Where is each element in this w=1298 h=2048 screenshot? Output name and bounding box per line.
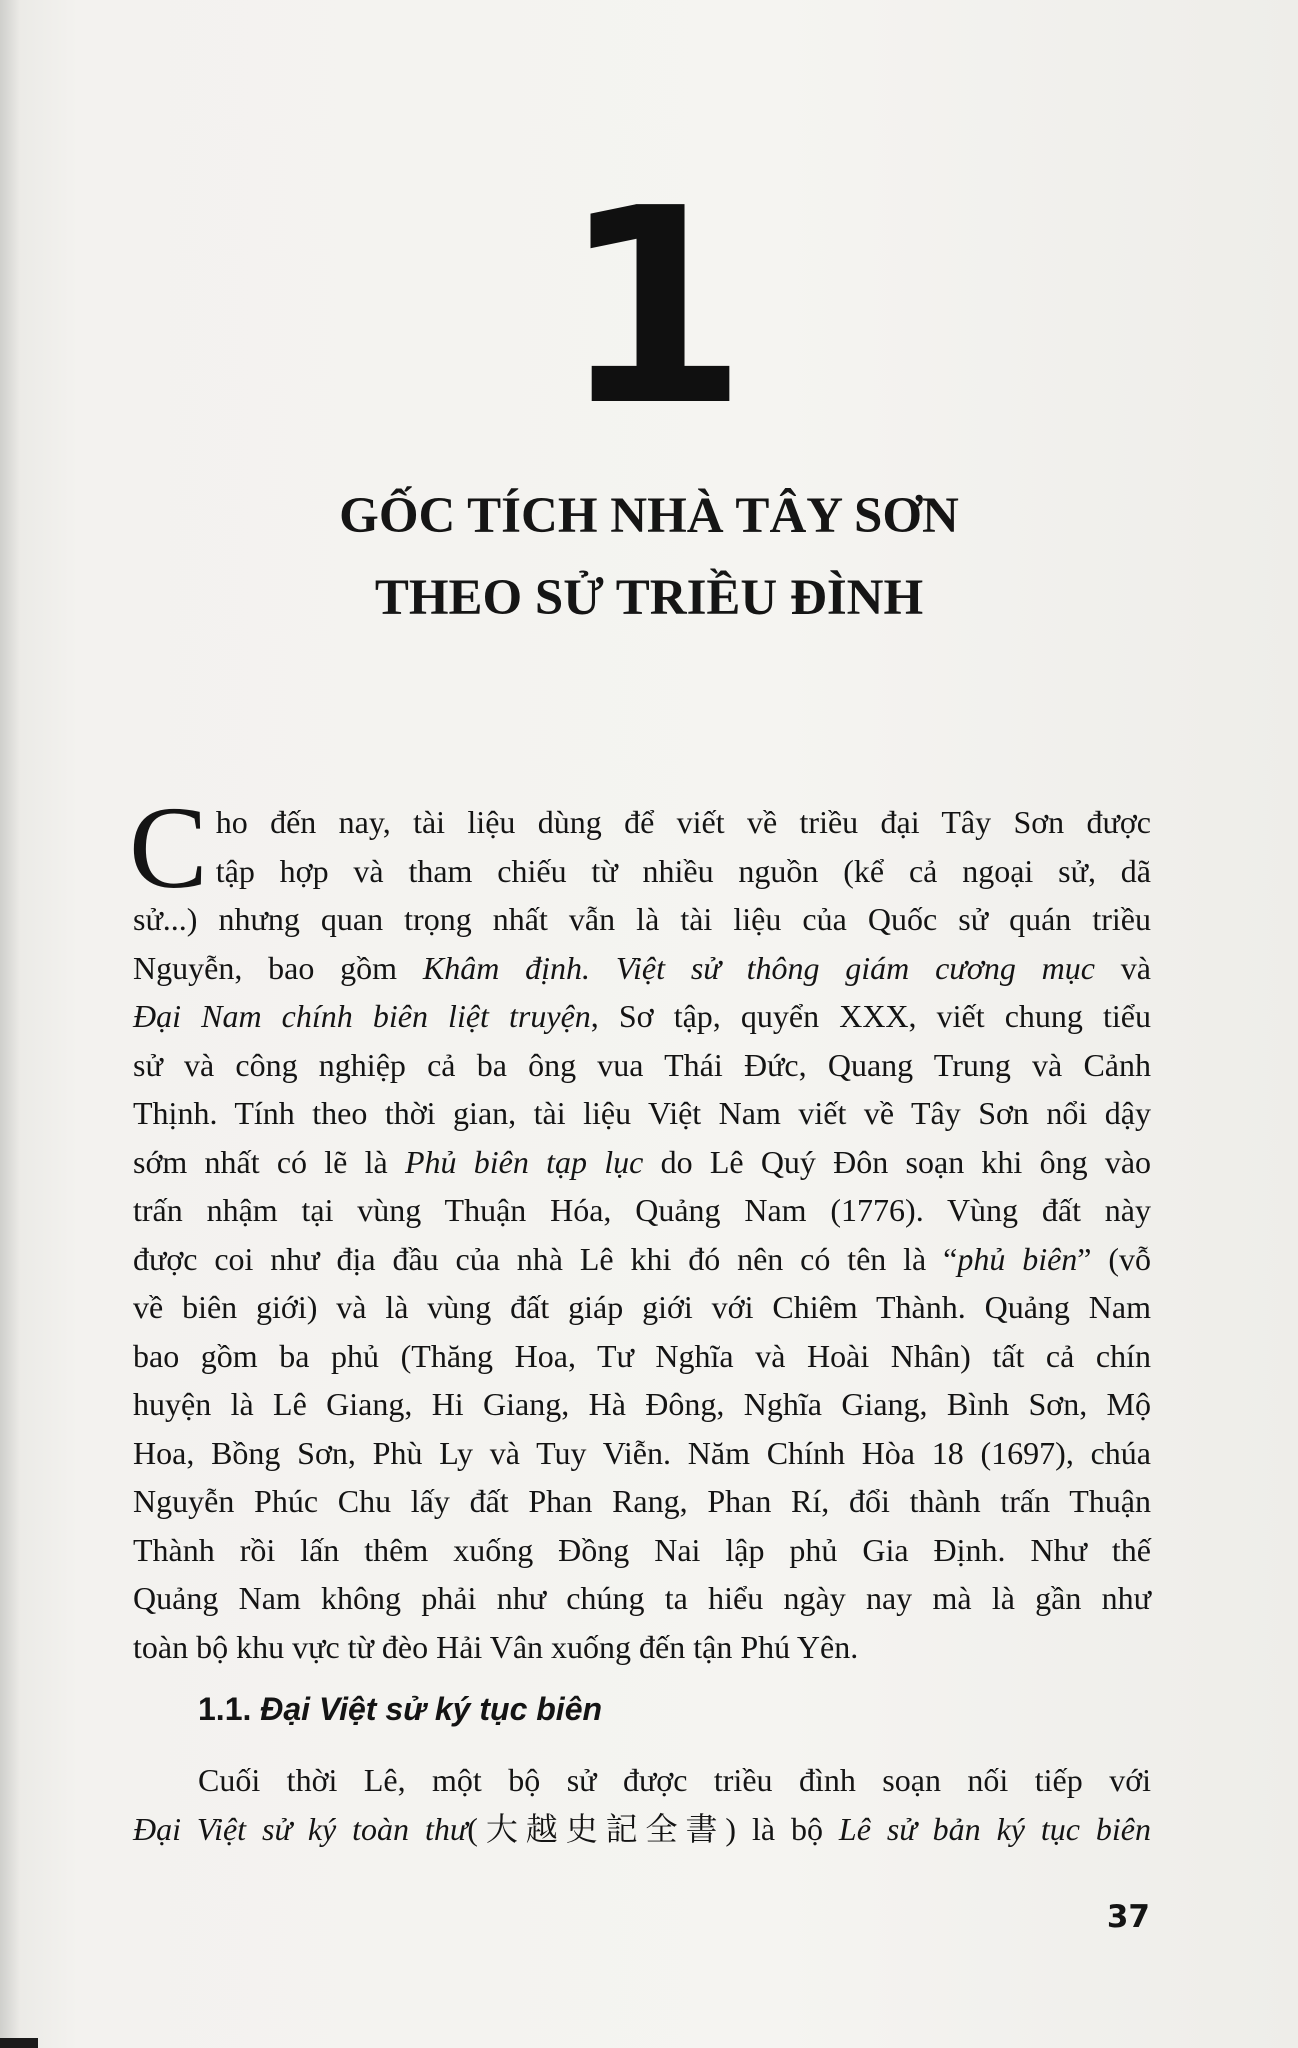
text-run: là bộ xyxy=(736,1810,839,1847)
book-title-italic: Phủ biên tạp lục xyxy=(404,1143,644,1180)
text-line: tập hợp và tham chiếu từ nhiều nguồn (kể cả ngoại sử, dã xyxy=(215,852,1151,889)
book-title-italic: Khâm định. Việt sử thông giám cương mục xyxy=(422,949,1095,986)
text-line: Thịnh. Tính theo thời gian, tài liệu Việt Nam viết về Tây Sơn nổi dậy xyxy=(133,1095,1151,1131)
text-run: sớm nhất có lẽ là xyxy=(133,1143,405,1180)
chapter-title-line-2: THEO SỬ TRIỀU ĐÌNH xyxy=(374,570,924,626)
text-line: toàn bộ khu vực từ đèo Hải Vân xuống đến tận Phú Yên. xyxy=(133,1628,859,1665)
text-line: về biên giới) và là vùng đất giáp giới với Chiêm Thành. Quảng Nam xyxy=(133,1289,1151,1325)
section-title: Đại Việt sử ký tục biên xyxy=(260,1691,603,1727)
chinese-title: (大越史記全書) xyxy=(467,1810,737,1847)
chapter-number: 1 xyxy=(560,150,738,465)
text-run: do Lê Quý Đôn soạn khi ông vào xyxy=(643,1143,1152,1180)
text-line: bao gồm ba phủ (Thăng Hoa, Tư Nghĩa và Hoài Nhân) tất cả chín xyxy=(133,1337,1151,1374)
text-line: huyện là Lê Giang, Hi Giang, Hà Đông, Nghĩa Giang, Bình Sơn, Mộ xyxy=(133,1386,1151,1422)
chapter-title xyxy=(0,475,1298,639)
paragraph-1 xyxy=(129,782,1152,1671)
text-line: sử và công nghiệp cả ba ông vua Thái Đức, Quang Trung và Cảnh xyxy=(133,1046,1151,1083)
book-title-italic: Lê sử bản ký tục biên xyxy=(838,1810,1152,1847)
text-line xyxy=(133,944,1151,993)
text-run: và xyxy=(1094,949,1152,986)
text-line: Thành rồi lấn thêm xuống Đồng Nai lập phủ Gia Định. Như thế xyxy=(133,1531,1151,1568)
text-line xyxy=(133,992,1151,1041)
chapter-title-line-1: GỐC TÍCH NHÀ TÂY SƠN xyxy=(339,488,959,544)
book-title-italic: Đại Việt sử ký toàn thư xyxy=(133,1810,468,1847)
text-line: Cuối thời Lê, một bộ sử được triều đình soạn nối tiếp với xyxy=(198,1762,1151,1798)
page-number: 37 xyxy=(1106,1899,1150,1935)
page-edge-mark xyxy=(0,2038,38,2048)
section-heading xyxy=(198,1685,602,1733)
text-line: Hoa, Bồng Sơn, Phù Ly và Tuy Viễn. Năm Chính Hòa 18 (1697), chúa xyxy=(133,1434,1151,1471)
text-line xyxy=(133,1805,1151,1854)
text-line: Quảng Nam không phải như chúng ta hiểu ngày nay mà là gần như xyxy=(133,1580,1151,1616)
text-line: ho đến nay, tài liệu dùng để viết về triều đại Tây Sơn được xyxy=(215,804,1151,840)
text-line xyxy=(133,1235,1151,1284)
drop-cap: C xyxy=(129,782,208,913)
section-number: 1.1. xyxy=(198,1691,252,1727)
text-run: ” (vỗ xyxy=(1077,1240,1152,1277)
text-run: , Sơ tập, quyển XXX, viết chung tiểu xyxy=(590,998,1152,1034)
text-line: Nguyễn Phúc Chu lấy đất Phan Rang, Phan Rí, đổi thành trấn Thuận xyxy=(133,1483,1151,1519)
text-line xyxy=(133,1138,1151,1187)
text-run: được coi như địa đầu của nhà Lê khi đó nên có tên là “ xyxy=(133,1240,958,1277)
text-run: Nguyễn, bao gồm xyxy=(133,949,423,986)
book-title-italic: Đại Nam chính biên liệt truyện xyxy=(133,998,591,1034)
text-line: trấn nhậm tại vùng Thuận Hóa, Quảng Nam (1776). Vùng đất này xyxy=(133,1192,1151,1228)
paragraph-2 xyxy=(133,1756,1151,1853)
text-line: sử...) nhưng quan trọng nhất vẫn là tài liệu của Quốc sử quán triều xyxy=(133,901,1151,937)
term-italic: phủ biên xyxy=(957,1240,1078,1277)
